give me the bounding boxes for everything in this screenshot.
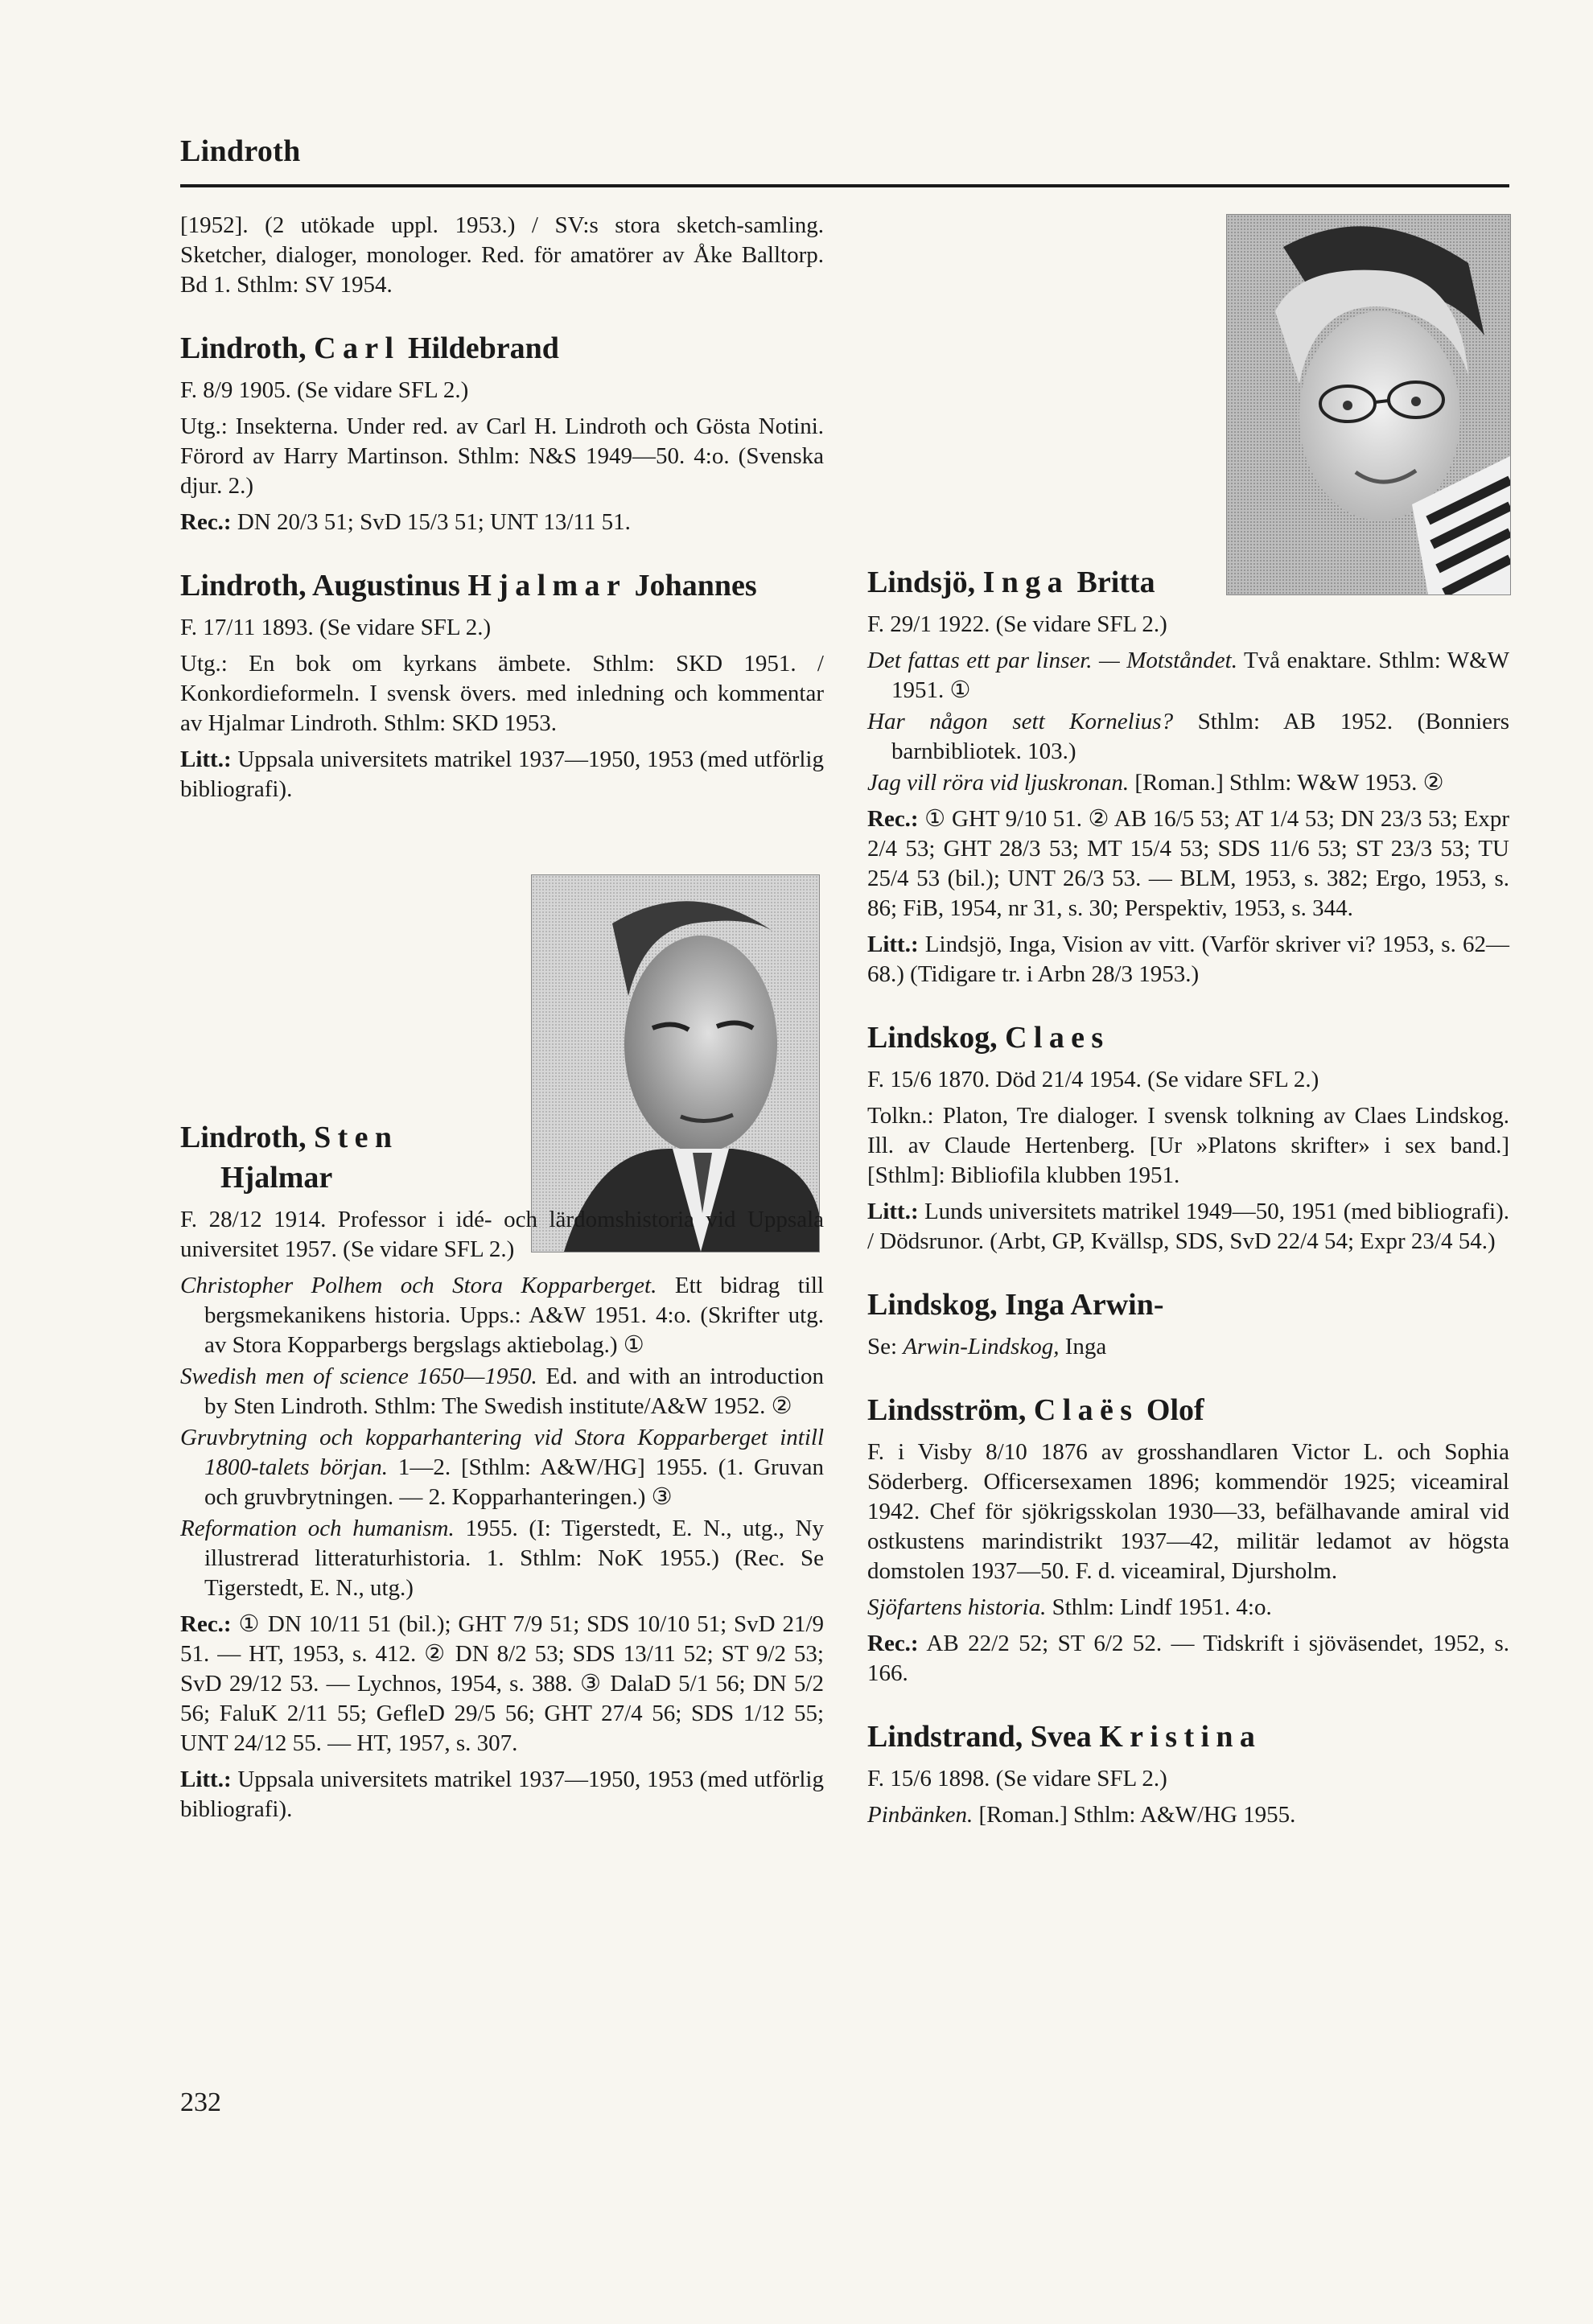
heading-name-rest: Olof bbox=[1138, 1393, 1204, 1427]
see-name: Arwin-Lindskog, bbox=[903, 1334, 1060, 1359]
work-title: Har någon sett Kornelius? bbox=[867, 709, 1174, 734]
page-number: 232 bbox=[180, 2087, 221, 2117]
work-item bbox=[867, 707, 1509, 767]
litt-text: Lindsjö, Inga, Vision av vitt. (Varför skriver vi? 1953, s. 62—68.) (Tidigare tr. i Arbn 28/3 1953.) bbox=[867, 932, 1509, 987]
born-line: F. 17/11 1893. (Se vidare SFL 2.) bbox=[180, 615, 492, 640]
litt-text: Uppsala universitets matrikel 1937—1950, 1953 (med utförlig bibliografi). bbox=[180, 1767, 824, 1822]
born-line: F. 8/9 1905. (Se vidare SFL 2.) bbox=[180, 377, 469, 403]
litt-line bbox=[867, 930, 1509, 989]
rec-line bbox=[867, 1629, 1509, 1688]
utg-text: Utg.: En bok om kyrkans ämbete. Sthlm: SKD 1951. / Konkordieformeln. I svensk övers. med inledning och kommentar av Hjalmar Lindroth. Sthlm: SKD 1953. bbox=[180, 651, 824, 736]
work-details: 1955. (I: Tigerstedt, E. N., utg., Ny illustrerad litteraturhistoria. 1. Sthlm: NoK 1955.) (Rec. Se Tigerstedt, E. N., utg.) bbox=[204, 1516, 824, 1601]
entry-heading-inga-lindsjo bbox=[867, 563, 1509, 602]
work-title: Gruvbrytning och kopparhantering vid Stora Kopparberget intill 1800-talets början. bbox=[180, 1425, 824, 1480]
left-column bbox=[180, 211, 824, 1831]
work-item bbox=[180, 1423, 824, 1512]
born-line: F. 15/6 1870. Död 21/4 1954. (Se vidare SFL 2.) bbox=[867, 1067, 1319, 1092]
rec-label: Rec.: bbox=[867, 1631, 919, 1656]
rec-text: ① DN 10/11 51 (bil.); GHT 7/9 51; SDS 10/10 51; SvD 21/9 51. — HT, 1953, s. 412. ② DN 8/2 53; SDS 13/11 52; ST 9/2 53; SvD 29/12 53. — Lychnos, 1954, s. 388. ③ DalaD 5/1 56; DN 5/2 56; FaluK 2/11 55; GefleD 29/5 56; GHT 27/4 56; SDS 1/12 55; UNT 24/12 55. — HT, 1957, s. 307. bbox=[180, 1611, 824, 1756]
rec-label: Rec.: bbox=[867, 806, 919, 832]
work-title: Sjöfartens historia. bbox=[867, 1594, 1047, 1620]
work-item bbox=[180, 1271, 824, 1360]
heading-name: Lindskog, bbox=[867, 1021, 1006, 1055]
litt-line bbox=[180, 745, 824, 804]
litt-label: Litt.: bbox=[180, 1767, 232, 1792]
work-details: Två enaktare. Sthlm: W&W 1951. ① bbox=[891, 648, 1509, 703]
photo-spacer bbox=[180, 811, 824, 1118]
litt-label: Litt.: bbox=[180, 747, 232, 772]
work-item bbox=[867, 768, 1509, 798]
entry-heading-sten-lindroth bbox=[180, 1118, 824, 1157]
heading-name-spaced: Kristina bbox=[1099, 1720, 1262, 1754]
heading-name: Lindsjö, bbox=[867, 566, 983, 599]
running-head: Lindroth bbox=[180, 134, 301, 168]
work-details: [Roman.] Sthlm: W&W 1953. ② bbox=[1129, 770, 1444, 796]
heading-name-spaced: Claes bbox=[1005, 1021, 1110, 1055]
entry-heading-claes-olof-lindsstrom bbox=[867, 1391, 1509, 1429]
heading-name: Lindroth, bbox=[180, 331, 315, 365]
work-title: Swedish men of science 1650—1950. bbox=[180, 1364, 537, 1389]
rec-text: ① GHT 9/10 51. ② AB 16/5 53; AT 1/4 53; DN 23/3 53; Expr 2/4 53; GHT 28/3 53; MT 15/4 53; SDS 11/6 53; ST 23/3 53; TU 25/4 53 (bil.); UNT 26/3 53. — BLM, 1953, s. 382; Ergo, 1953, s. 86; FiB, 1954, nr 31, s. 30; Perspektiv, 1953, s. 344. bbox=[867, 806, 1509, 921]
work-details: [Roman.] Sthlm: A&W/HG 1955. bbox=[973, 1802, 1296, 1828]
entry-heading-hjalmar-lindroth bbox=[180, 566, 824, 605]
see-label: Se: bbox=[867, 1334, 904, 1359]
heading-name-spaced: Inga bbox=[982, 566, 1069, 599]
work-title: Pinbänken. bbox=[867, 1802, 974, 1828]
heading-name: Lindstrand, Svea bbox=[867, 1720, 1100, 1754]
entry-continuation: [1952]. (2 utökade uppl. 1953.) / SV:s stora sketch-samling. Sketcher, dialoger, monologer. Red. för amatörer av Åke Balltorp. Bd 1. Sthlm: SV 1954. bbox=[180, 212, 824, 298]
born-line: F. 29/1 1922. (Se vidare SFL 2.) bbox=[867, 611, 1167, 637]
work-title: Jag vill röra vid ljuskronan. bbox=[867, 770, 1130, 796]
work-item bbox=[867, 1800, 1509, 1830]
work-details: Sthlm: Lindf 1951. 4:o. bbox=[1046, 1594, 1272, 1620]
work-details: 1—2. [Sthlm: A&W/HG] 1955. (1. Gruvan och gruvbrytningen. — 2. Kopparhanteringen.) ③ bbox=[204, 1454, 824, 1510]
litt-line bbox=[867, 1197, 1509, 1257]
biography-text: F. i Visby 8/10 1876 av grosshandlaren Victor L. och Sophia Söderberg. Officersexamen 1896; kommendör 1925; viceamiral 1942. Chef för sjökrigsskolan 1930—33, befälhavande amiral vid ostkustens marindistrikt 1937—42, militär ledamot av högsta domstolen 1937—50. F. d. viceamiral, Djursholm. bbox=[867, 1439, 1509, 1584]
heading-name-rest: Hildebrand bbox=[400, 331, 559, 365]
rec-label: Rec.: bbox=[180, 1611, 232, 1637]
heading-name-rest: Britta bbox=[1069, 566, 1155, 599]
right-column bbox=[867, 211, 1509, 1837]
litt-text: Uppsala universitets matrikel 1937—1950, 1953 (med utförlig bibliografi). bbox=[180, 747, 824, 802]
rec-text: DN 20/3 51; SvD 15/3 51; UNT 13/11 51. bbox=[231, 509, 631, 535]
work-item bbox=[180, 1514, 824, 1603]
work-title: Christopher Polhem och Stora Kopparberget. bbox=[180, 1273, 657, 1298]
entry-heading-claes-lindskog bbox=[867, 1018, 1509, 1057]
born-line: F. 28/12 1914. Professor i idé- och lärdomshistoria vid Uppsala universitet 1957. (Se vidare SFL 2.) bbox=[180, 1207, 824, 1262]
heading-name-spaced: Claës bbox=[1033, 1393, 1139, 1427]
header-rule bbox=[180, 184, 1509, 187]
work-details: Ett bidrag till bergsmekanikens historia. Upps.: A&W 1951. 4:o. (Skrifter utg. av Stora Kopparbergs bergslags aktiebolag.) ① bbox=[204, 1273, 824, 1358]
rec-label: Rec.: bbox=[180, 509, 232, 535]
heading-name: Lindroth, bbox=[180, 1121, 315, 1154]
litt-text: Lunds universitets matrikel 1949—50, 1951 (med bibliografi). / Dödsrunor. (Arbt, GP, Kvällsp, SDS, SvD 22/4 54; Expr 23/4 54.) bbox=[867, 1199, 1509, 1254]
entry-heading-sten-line2: Hjalmar bbox=[220, 1161, 333, 1195]
heading-name-rest: Johannes bbox=[627, 569, 757, 603]
heading-name-spaced: Sten bbox=[314, 1121, 399, 1154]
see-reference bbox=[867, 1332, 1509, 1362]
work-title: Det fattas ett par linser. — Motståndet. bbox=[867, 648, 1237, 673]
entry-heading-carl-lindroth bbox=[180, 329, 824, 368]
heading-name: Lindroth, Augustinus bbox=[180, 569, 468, 603]
rec-line bbox=[180, 1610, 824, 1758]
work-item bbox=[180, 1362, 824, 1421]
work-item bbox=[867, 1593, 1509, 1623]
see-name-rest: Inga bbox=[1059, 1334, 1107, 1359]
work-details: Ed. and with an introduction by Sten Lindroth. Sthlm: The Swedish institute/A&W 1952. ② bbox=[204, 1364, 824, 1419]
litt-label: Litt.: bbox=[867, 1199, 919, 1224]
heading-name-spaced: Carl bbox=[314, 331, 401, 365]
born-line: F. 15/6 1898. (Se vidare SFL 2.) bbox=[867, 1766, 1167, 1791]
heading-name: Lindsström, bbox=[867, 1393, 1034, 1427]
work-title: Reformation och humanism. bbox=[180, 1516, 455, 1541]
work-item bbox=[867, 646, 1509, 705]
litt-label: Litt.: bbox=[867, 932, 919, 957]
rec-text: AB 22/2 52; ST 6/2 52. — Tidskrift i sjöväsendet, 1952, s. 166. bbox=[867, 1631, 1509, 1686]
entry-heading-svea-lindstrand bbox=[867, 1717, 1509, 1756]
tolkn-text: Tolkn.: Platon, Tre dialoger. I svensk tolkning av Claes Lindskog. Ill. av Claude Hertenberg. [Ur »Platons skrifter» i sex band.] [Sthlm]: Bibliofila klubben 1951. bbox=[867, 1103, 1509, 1188]
work-details: Sthlm: AB 1952. (Bonniers barnbibliotek. 103.) bbox=[891, 709, 1509, 764]
litt-line bbox=[180, 1765, 824, 1824]
photo-spacer bbox=[867, 211, 1509, 563]
rec-line bbox=[867, 804, 1509, 923]
rec-line bbox=[180, 508, 824, 537]
entry-heading-inga-arwin-lindskog: Lindskog, Inga Arwin- bbox=[867, 1288, 1164, 1322]
utg-text: Utg.: Insekterna. Under red. av Carl H. Lindroth och Gösta Notini. Förord av Harry Martinson. Sthlm: N&S 1949—50. 4:o. (Svenska djur. 2.) bbox=[180, 413, 824, 499]
heading-name-spaced: Hjalmar bbox=[467, 569, 628, 603]
